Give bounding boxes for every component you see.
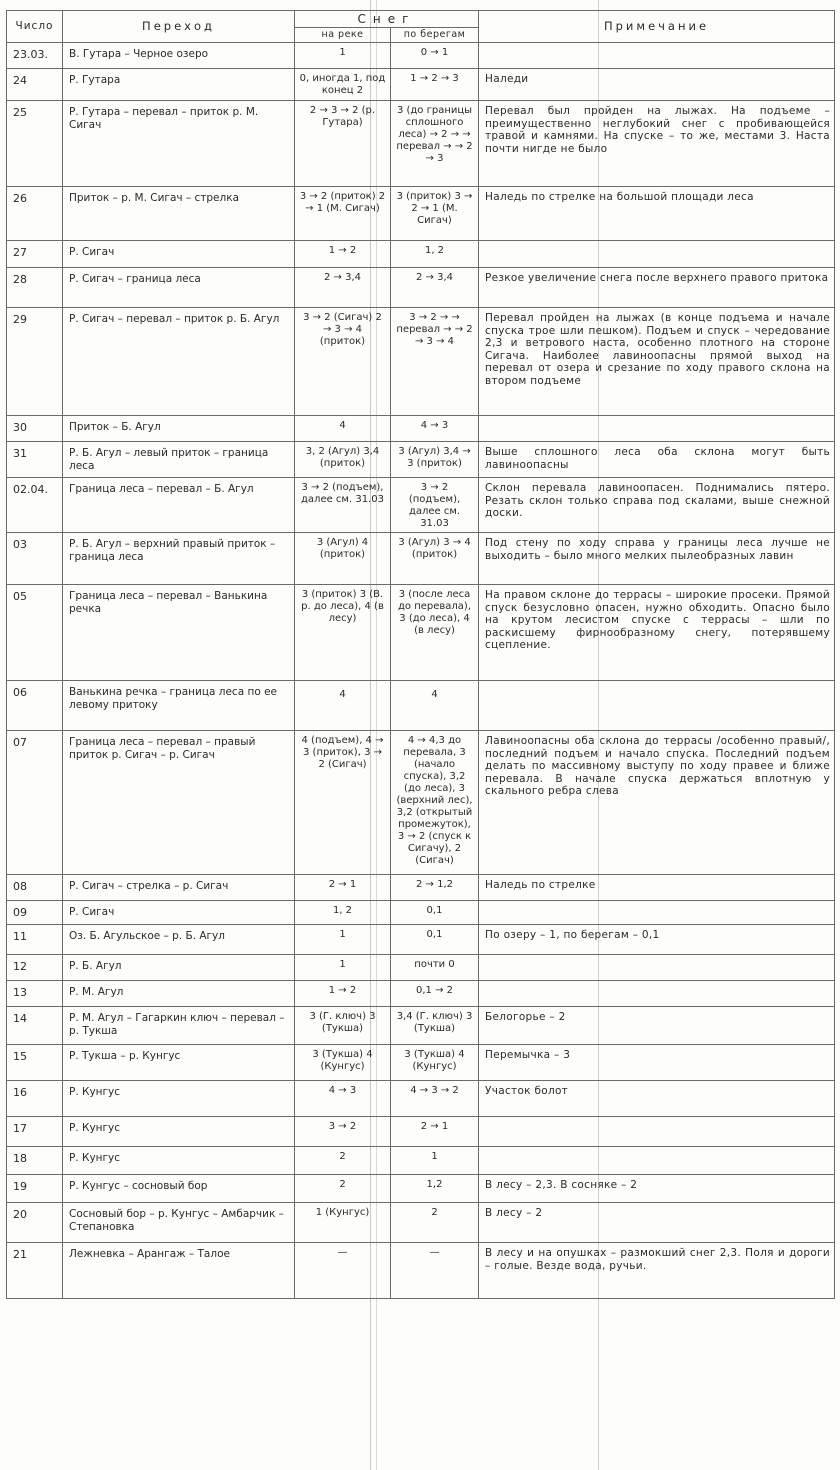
table-row: [7, 1007, 835, 1045]
cell-date: 05: [7, 585, 63, 681]
cell-route: Ванькина речка – граница леса по ее левому притоку: [63, 681, 295, 731]
cell-route: Р. М. Агул: [63, 981, 295, 1007]
cell-route: Р. Гутара – перевал – приток р. М. Сигач: [63, 101, 295, 187]
cell-date: 06: [7, 681, 63, 731]
cell-route: Р. Сигач: [63, 241, 295, 268]
cell-note: Перемычка – 3: [479, 1045, 835, 1081]
cell-date: 21: [7, 1243, 63, 1299]
cell-route: Р. Кунгус: [63, 1081, 295, 1117]
cell-note: Склон перевала лавиноопасен. Поднимались пятеро. Резать склон только справа под скалами, выше снежной доски.: [479, 478, 835, 533]
cell-route: Р. Сигач – граница леса: [63, 268, 295, 308]
table-row: [7, 981, 835, 1007]
cell-note: В лесу – 2,3. В сосняке – 2: [479, 1175, 835, 1203]
cell-snow-river: 4 (подъем), 4 → 3 (приток), 3 → 2 (Сигач): [295, 731, 391, 875]
cell-route: Оз. Б. Агульское – р. Б. Агул: [63, 925, 295, 955]
table-row: [7, 416, 835, 442]
cell-note: Резкое увеличение снега после верхнего правого притока: [479, 268, 835, 308]
cell-snow-river: 1, 2: [295, 901, 391, 925]
cell-snow-banks: 0,1: [391, 901, 479, 925]
cell-date: 13: [7, 981, 63, 1007]
cell-date: 18: [7, 1147, 63, 1175]
cell-note: На правом склоне до террасы – широкие просеки. Прямой спуск безусловно опасен, нужно обходить. Опасно было на крутом лесистом спуске с террасы – шли по раскисшему фирнообразному снегу, потерявшему сцепление.: [479, 585, 835, 681]
cell-snow-banks: 4: [391, 681, 479, 731]
cell-route: Приток – Б. Агул: [63, 416, 295, 442]
cell-snow-banks: 2 → 3,4: [391, 268, 479, 308]
cell-snow-banks: почти 0: [391, 955, 479, 981]
cell-date: 14: [7, 1007, 63, 1045]
cell-snow-river: 2 → 3,4: [295, 268, 391, 308]
cell-date: 25: [7, 101, 63, 187]
cell-date: 03: [7, 533, 63, 585]
cell-note: [479, 901, 835, 925]
cell-note: Лавиноопасны оба склона до террасы /особенно правый/, последний подъем и начало спуска. Последний подъем делать по массивному выступу по ходу правее и ближе перевала. В начале спуска держаться вплотную у скального ребра слева: [479, 731, 835, 875]
cell-snow-river: 1: [295, 43, 391, 69]
cell-snow-banks: 0 → 1: [391, 43, 479, 69]
cell-snow-river: 0, иногда 1, под конец 2: [295, 69, 391, 101]
cell-snow-river: 3 (приток) 3 (В. р. до леса), 4 (в лесу): [295, 585, 391, 681]
header-date: Число: [7, 11, 63, 43]
cell-note: Перевал пройден на лыжах (в конце подъема и начале спуска трое шли пешком). Подъем и спуск – чередование 2,3 и ветрового наста, особенно плотного на стороне Сигача. Наиболее лавиноопасны прямой выход на перевал от озера и срезание по ходу правого склона на втором подъеме: [479, 308, 835, 416]
cell-snow-river: 2: [295, 1175, 391, 1203]
table-row: [7, 308, 835, 416]
cell-date: 12: [7, 955, 63, 981]
cell-note: Наледи: [479, 69, 835, 101]
header-note: Примечание: [479, 11, 835, 43]
cell-route: Лежневка – Арангаж – Талое: [63, 1243, 295, 1299]
cell-note: [479, 955, 835, 981]
cell-route: Р. Б. Агул: [63, 955, 295, 981]
cell-date: 26: [7, 187, 63, 241]
cell-date: 09: [7, 901, 63, 925]
cell-date: 16: [7, 1081, 63, 1117]
table-row: [7, 533, 835, 585]
cell-date: 19: [7, 1175, 63, 1203]
cell-snow-river: 3, 2 (Агул) 3,4 (приток): [295, 442, 391, 478]
cell-snow-banks: 4 → 3: [391, 416, 479, 442]
table-row: [7, 901, 835, 925]
cell-date: 07: [7, 731, 63, 875]
cell-note: [479, 241, 835, 268]
cell-route: Сосновый бор – р. Кунгус – Амбарчик – Степановка: [63, 1203, 295, 1243]
cell-date: 27: [7, 241, 63, 268]
cell-date: 20: [7, 1203, 63, 1243]
cell-note: [479, 1117, 835, 1147]
cell-date: 23.03.: [7, 43, 63, 69]
cell-note: В лесу и на опушках – размокший снег 2,3. Поля и дороги – голые. Везде вода, ручьи.: [479, 1243, 835, 1299]
cell-note: Перевал был пройден на лыжах. На подъеме – преимущественно неглубокий снег с пробивающейся травой и камнями. На спуске – то же, местами 3. Наста почти нигде не было: [479, 101, 835, 187]
cell-snow-river: 2: [295, 1147, 391, 1175]
cell-route: Р. Гутара: [63, 69, 295, 101]
cell-snow-river: 1: [295, 955, 391, 981]
cell-note: По озеру – 1, по берегам – 0,1: [479, 925, 835, 955]
cell-date: 17: [7, 1117, 63, 1147]
cell-note: [479, 416, 835, 442]
cell-route: Р. Сигач – стрелка – р. Сигач: [63, 875, 295, 901]
cell-snow-river: 4: [295, 416, 391, 442]
table-row: [7, 585, 835, 681]
table-row: [7, 681, 835, 731]
table-row: [7, 442, 835, 478]
cell-date: 02.04.: [7, 478, 63, 533]
header-route: Переход: [63, 11, 295, 43]
cell-snow-river: 1: [295, 925, 391, 955]
cell-note: Участок болот: [479, 1081, 835, 1117]
cell-note: [479, 43, 835, 69]
table-row: [7, 731, 835, 875]
cell-note: Белогорье – 2: [479, 1007, 835, 1045]
cell-date: 28: [7, 268, 63, 308]
cell-note: Под стену по ходу справа у границы леса лучше не выходить – было много мелких пылеобразных лавин: [479, 533, 835, 585]
cell-date: 15: [7, 1045, 63, 1081]
table-row: [7, 1117, 835, 1147]
cell-snow-banks: 3 (Тукша) 4 (Кунгус): [391, 1045, 479, 1081]
cell-route: Р. Сигач – перевал – приток р. Б. Агул: [63, 308, 295, 416]
cell-snow-banks: 4 → 3 → 2: [391, 1081, 479, 1117]
cell-snow-banks: 1 → 2 → 3: [391, 69, 479, 101]
cell-snow-banks: —: [391, 1243, 479, 1299]
cell-snow-banks: 0,1 → 2: [391, 981, 479, 1007]
cell-snow-banks: 1, 2: [391, 241, 479, 268]
cell-snow-river: 3 (Агул) 4 (приток): [295, 533, 391, 585]
cell-route: В. Гутара – Черное озеро: [63, 43, 295, 69]
cell-note: [479, 981, 835, 1007]
table-row: [7, 1045, 835, 1081]
cell-snow-banks: 3 → 2 (подъем), далее см. 31.03: [391, 478, 479, 533]
cell-route: Р. Кунгус – сосновый бор: [63, 1175, 295, 1203]
cell-note: Выше сплошного леса оба склона могут быть лавиноопасны: [479, 442, 835, 478]
cell-snow-banks: 3 → 2 → → перевал → → 2 → 3 → 4: [391, 308, 479, 416]
cell-route: Р. Сигач: [63, 901, 295, 925]
cell-snow-river: 4 → 3: [295, 1081, 391, 1117]
table-row: [7, 478, 835, 533]
cell-snow-banks: 3,4 (Г. ключ) 3 (Тукша): [391, 1007, 479, 1045]
cell-date: 29: [7, 308, 63, 416]
header-on-banks: по берегам: [391, 28, 479, 43]
table-row: [7, 101, 835, 187]
header-on-river: на реке: [295, 28, 391, 43]
cell-snow-river: 1 → 2: [295, 981, 391, 1007]
cell-snow-river: 3 → 2: [295, 1117, 391, 1147]
cell-date: 31: [7, 442, 63, 478]
table-row: [7, 875, 835, 901]
snow-conditions-table: [6, 10, 835, 1299]
header-snow: Снег: [295, 11, 479, 28]
table-row: [7, 1147, 835, 1175]
table-row: [7, 1081, 835, 1117]
cell-route: Р. Кунгус: [63, 1117, 295, 1147]
cell-note: В лесу – 2: [479, 1203, 835, 1243]
table-row: [7, 1175, 835, 1203]
cell-note: [479, 1147, 835, 1175]
cell-snow-banks: 3 (до границы сплошного леса) → 2 → → перевал → → 2 → 3: [391, 101, 479, 187]
cell-snow-river: 3 → 2 (Сигач) 2 → 3 → 4 (приток): [295, 308, 391, 416]
table-row: [7, 955, 835, 981]
cell-snow-river: —: [295, 1243, 391, 1299]
cell-snow-banks: 2 → 1,2: [391, 875, 479, 901]
cell-route: Граница леса – перевал – Ванькина речка: [63, 585, 295, 681]
cell-snow-banks: 1,2: [391, 1175, 479, 1203]
cell-date: 24: [7, 69, 63, 101]
table-row: [7, 241, 835, 268]
cell-route: Приток – р. М. Сигач – стрелка: [63, 187, 295, 241]
cell-route: Р. Б. Агул – верхний правый приток – граница леса: [63, 533, 295, 585]
cell-snow-banks: 3 (Агул) 3,4 → 3 (приток): [391, 442, 479, 478]
table-row: [7, 1243, 835, 1299]
cell-snow-river: 3 (Г. ключ) 3 (Тукша): [295, 1007, 391, 1045]
cell-snow-river: 2 → 1: [295, 875, 391, 901]
table-row: [7, 268, 835, 308]
cell-date: 30: [7, 416, 63, 442]
cell-route: Граница леса – перевал – правый приток р. Сигач – р. Сигач: [63, 731, 295, 875]
cell-snow-banks: 4 → 4,3 до перевала, 3 (начало спуска), 3,2 (до леса), 3 (верхний лес), 3,2 (открытый промежуток), 3 → 2 (спуск к Сигачу), 2 (Сигач): [391, 731, 479, 875]
cell-snow-banks: 0,1: [391, 925, 479, 955]
cell-note: [479, 681, 835, 731]
cell-route: Р. Б. Агул – левый приток – граница леса: [63, 442, 295, 478]
cell-snow-banks: 3 (после леса до перевала), 3 (до леса), 4 (в лесу): [391, 585, 479, 681]
cell-snow-banks: 3 (Агул) 3 → 4 (приток): [391, 533, 479, 585]
cell-route: Граница леса – перевал – Б. Агул: [63, 478, 295, 533]
cell-date: 08: [7, 875, 63, 901]
table-row: [7, 43, 835, 69]
table-row: [7, 187, 835, 241]
cell-snow-river: 3 → 2 (приток) 2 → 1 (М. Сигач): [295, 187, 391, 241]
cell-snow-river: 3 (Тукша) 4 (Кунгус): [295, 1045, 391, 1081]
cell-snow-banks: 2 → 1: [391, 1117, 479, 1147]
cell-date: 11: [7, 925, 63, 955]
cell-note: Наледь по стрелке на большой площади леса: [479, 187, 835, 241]
cell-snow-river: 4: [295, 681, 391, 731]
cell-note: Наледь по стрелке: [479, 875, 835, 901]
cell-route: Р. Кунгус: [63, 1147, 295, 1175]
cell-snow-banks: 2: [391, 1203, 479, 1243]
cell-route: Р. М. Агул – Гагаркин ключ – перевал – р. Тукша: [63, 1007, 295, 1045]
cell-snow-banks: 1: [391, 1147, 479, 1175]
cell-snow-river: 1 → 2: [295, 241, 391, 268]
cell-snow-banks: 3 (приток) 3 → 2 → 1 (М. Сигач): [391, 187, 479, 241]
table-row: [7, 69, 835, 101]
cell-route: Р. Тукша – р. Кунгус: [63, 1045, 295, 1081]
table-row: [7, 925, 835, 955]
cell-snow-river: 3 → 2 (подъем), далее см. 31.03: [295, 478, 391, 533]
cell-snow-river: 1 (Кунгус): [295, 1203, 391, 1243]
table-row: [7, 1203, 835, 1243]
cell-snow-river: 2 → 3 → 2 (р. Гутара): [295, 101, 391, 187]
